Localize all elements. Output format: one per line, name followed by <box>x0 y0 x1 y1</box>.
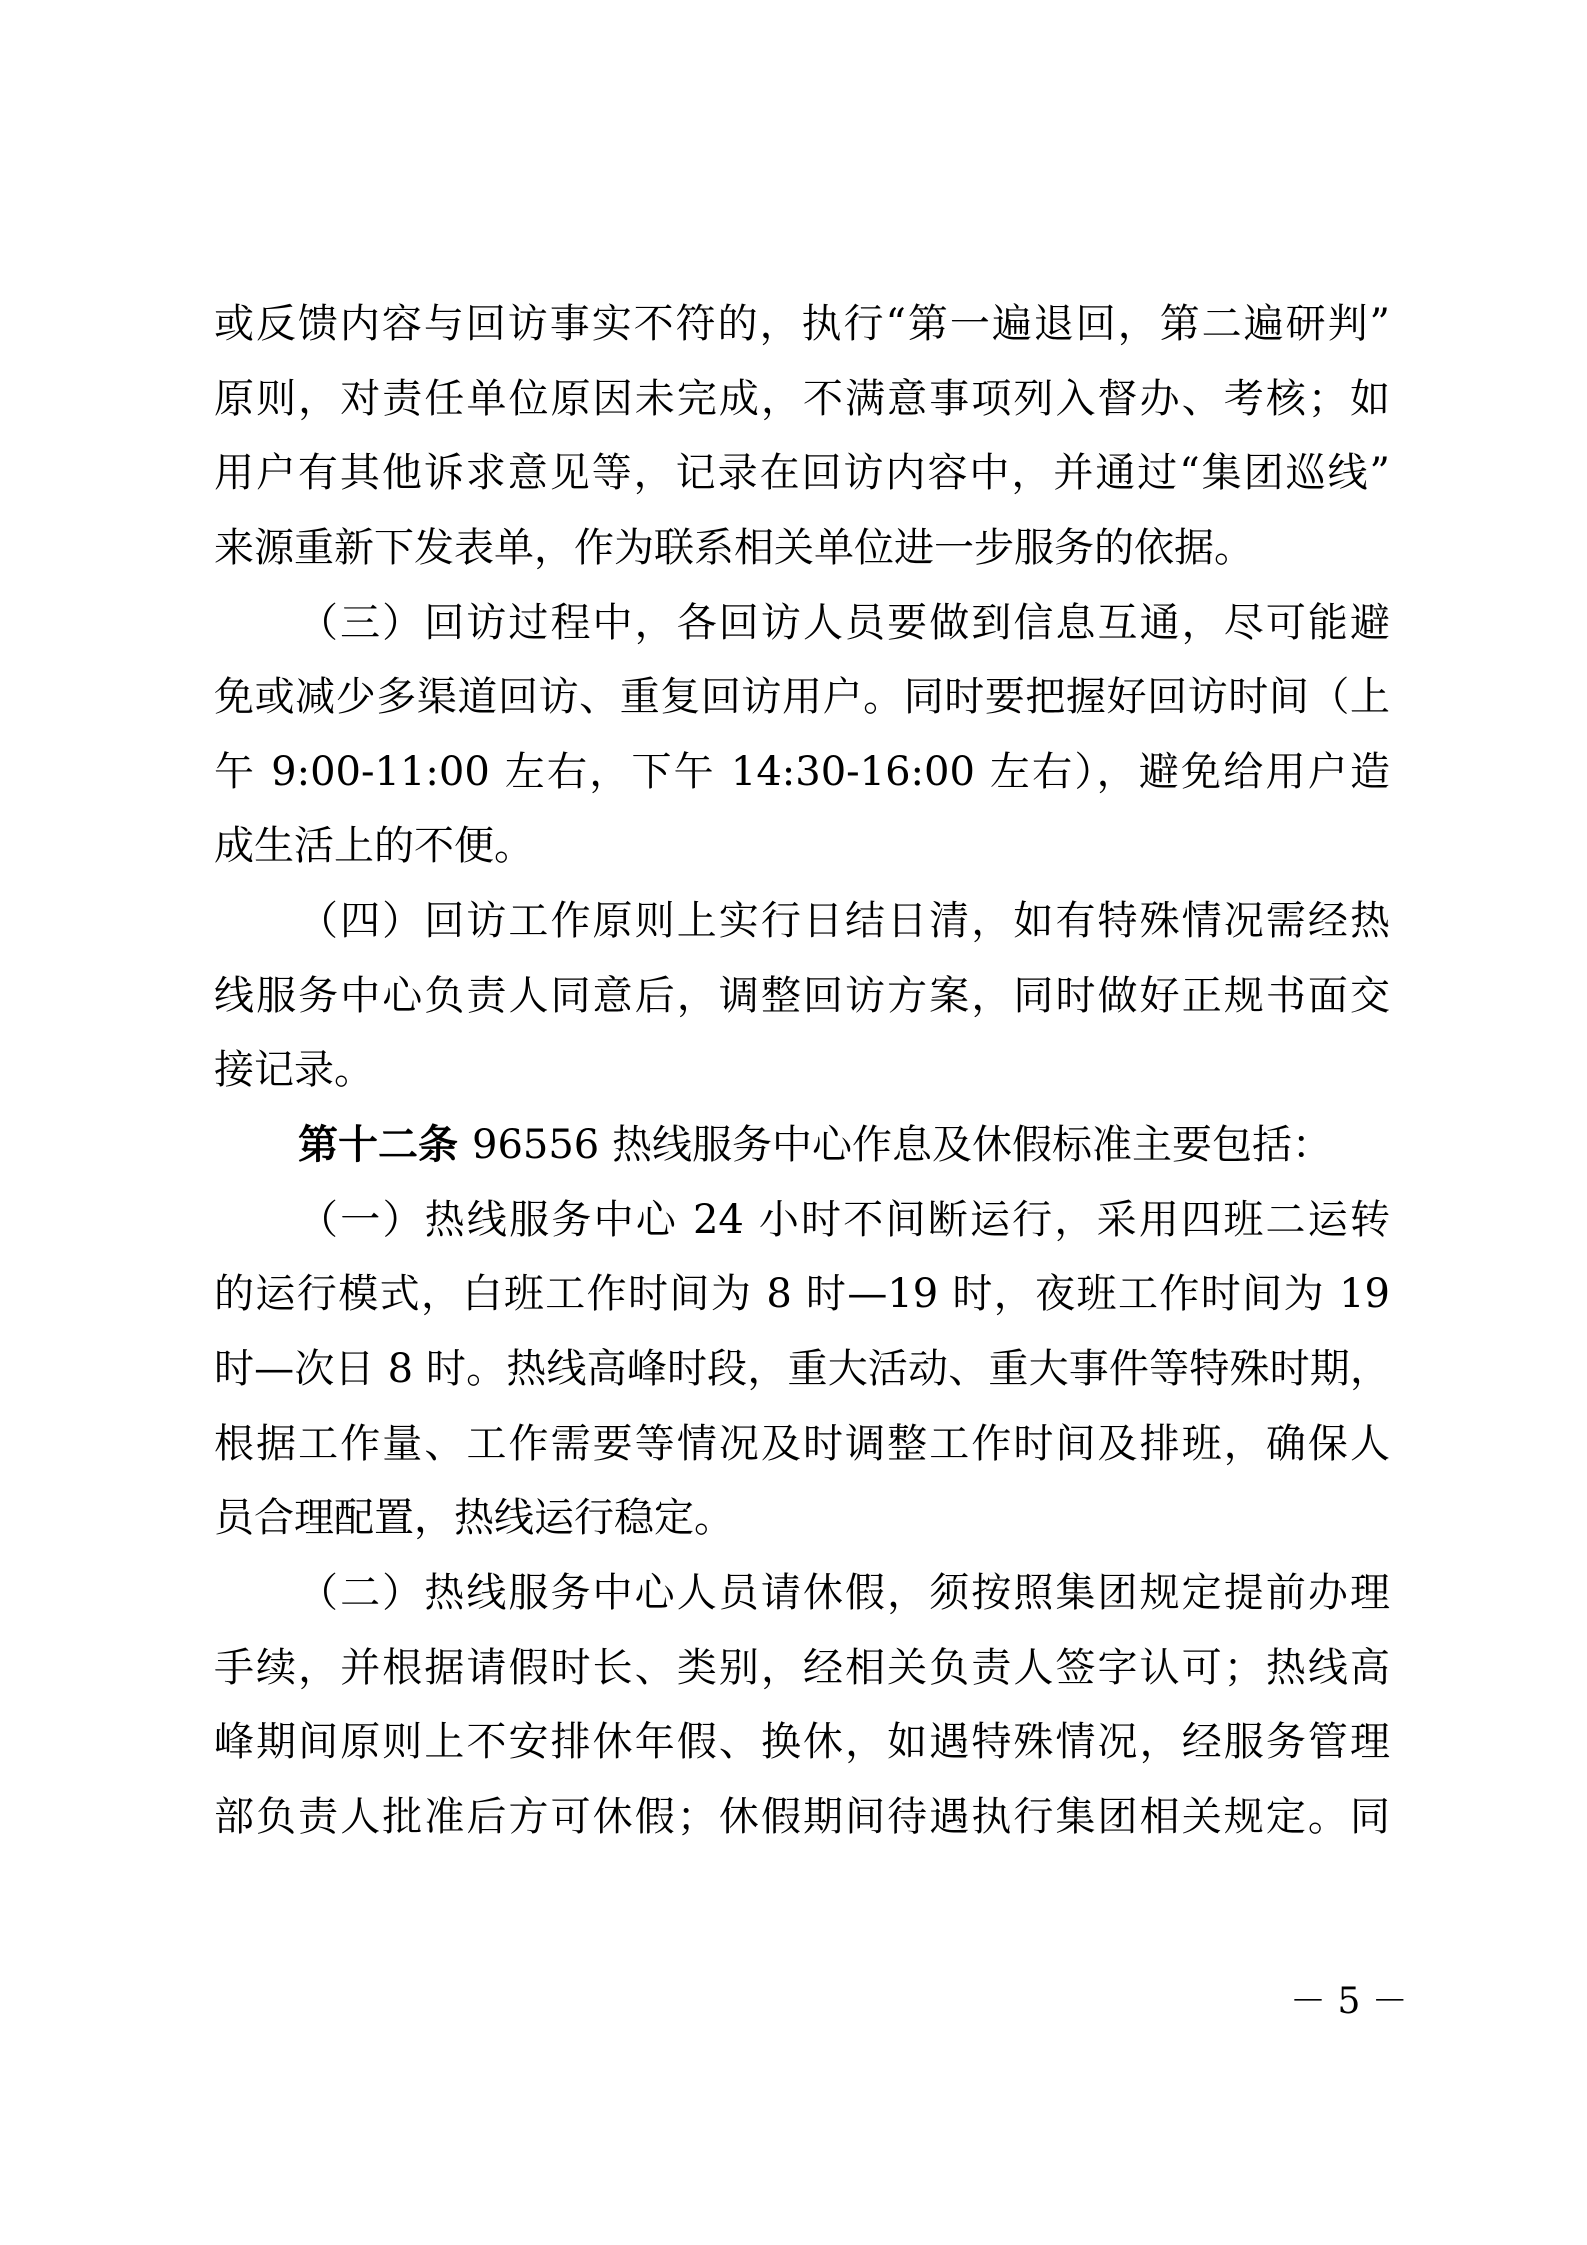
text-line: （二）热线服务中心人员请休假，须按照集团规定提前办理 <box>298 1569 1390 1616</box>
article-text: 96556 热线服务中心作息及休假标准主要包括： <box>472 1122 1332 1169</box>
page-number: － 5 － <box>1290 1981 1408 2022</box>
text-line: 部负责人批准后方可休假；休假期间待遇执行集团相关规定。同 <box>214 1793 1390 1840</box>
text-line: 手续，并根据请假时长、类别，经相关负责人签字认可；热线高 <box>214 1644 1390 1691</box>
article-heading-line <box>214 1117 1390 1192</box>
text-line: （一）热线服务中心 24 小时不间断运行，采用四班二运转 <box>298 1196 1390 1243</box>
text-line: 的运行模式，白班工作时间为 8 时—19 时，夜班工作时间为 19 <box>214 1271 1390 1318</box>
text-line: 时—次日 8 时。热线高峰时段，重大活动、重大事件等特殊时期， <box>214 1345 1390 1392</box>
text-line: （三）回访过程中，各回访人员要做到信息互通，尽可能避 <box>298 599 1390 646</box>
text-line: 员合理配置，热线运行稳定。 <box>214 1495 734 1542</box>
text-line: 或反馈内容与回访事实不符的，执行“第一遍退回，第二遍研判” <box>214 301 1390 347</box>
text-line: （四）回访工作原则上实行日结日清，如有特殊情况需经热 <box>298 898 1390 945</box>
text-line: 来源重新下发表单，作为联系相关单位进一步服务的依据。 <box>214 524 1254 571</box>
text-line: 根据工作量、工作需要等情况及时调整工作时间及排班，确保人 <box>214 1420 1390 1467</box>
document-body <box>214 296 1390 1863</box>
text-line: 成生活上的不便。 <box>214 823 534 870</box>
text-line: 接记录。 <box>214 1047 374 1094</box>
article-12 <box>214 1117 1390 1192</box>
paragraph-item-4 <box>214 893 1390 1117</box>
text-line: 用户有其他诉求意见等，记录在回访内容中，并通过“集团巡线” <box>214 450 1390 497</box>
paragraph-continuation <box>214 296 1390 595</box>
paragraph-item-3 <box>214 595 1390 894</box>
text-line: 午 9:00-11:00 左右，下午 14:30-16:00 左右），避免给用户造 <box>214 748 1390 795</box>
article-label: 第十二条 <box>298 1122 458 1169</box>
paragraph-item-1 <box>214 1192 1390 1565</box>
paragraph-item-2 <box>214 1565 1390 1864</box>
text-line: 线服务中心负责人同意后，调整回访方案，同时做好正规书面交 <box>214 972 1390 1019</box>
text-line: 峰期间原则上不安排休年假、换休，如遇特殊情况，经服务管理 <box>214 1719 1390 1766</box>
text-line: 免或减少多渠道回访、重复回访用户。同时要把握好回访时间（上 <box>214 674 1390 721</box>
text-line: 原则，对责任单位原因未完成，不满意事项列入督办、考核；如 <box>214 375 1390 422</box>
